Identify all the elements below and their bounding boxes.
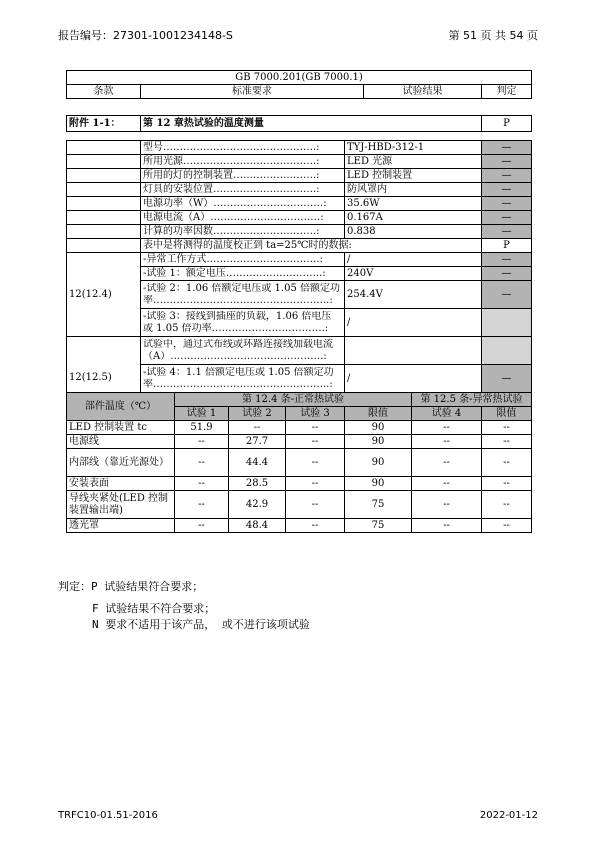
cell-limit2: -- bbox=[482, 491, 532, 519]
test-value bbox=[345, 337, 482, 365]
spec-value: TYJ-HBD-312-1 bbox=[345, 141, 482, 155]
spec-label: 所用的灯的控制装置…………………….: bbox=[141, 169, 345, 183]
spec-row bbox=[67, 183, 532, 197]
spec-verdict: — bbox=[482, 225, 532, 239]
calibration-verdict: P bbox=[482, 239, 532, 253]
cell-test2: 48.4 bbox=[229, 519, 286, 533]
col-result: 试验结果 bbox=[364, 85, 482, 99]
test-label: -异常工作方式…………………………….: bbox=[141, 253, 345, 267]
cell-test2: -- bbox=[229, 421, 286, 435]
spec-row bbox=[67, 197, 532, 211]
calibration-label: 表中是将测得的温度校正到 ta=25℃时的数据: bbox=[141, 239, 482, 253]
cell-test3: -- bbox=[286, 519, 345, 533]
test-label bbox=[141, 365, 345, 393]
judgement-na: N 要求不适用于该产品， 或不进行该项试验 bbox=[92, 618, 310, 631]
form-number: TRFC10-01.51-2016 bbox=[58, 810, 158, 821]
annex-id: 附件 1-1： bbox=[67, 116, 141, 132]
cell-test1: 51.9 bbox=[175, 421, 229, 435]
judgement-pass: 判定：P 试验结果符合要求； bbox=[58, 580, 204, 593]
cell-test1: -- bbox=[175, 519, 229, 533]
standard-title: GB 7000.201(GB 7000.1) bbox=[67, 71, 532, 85]
test-label-line1: -试验 4：1.1 倍额定电压或 1.05 倍额定功 bbox=[143, 366, 334, 378]
test-label-line2: （A）……………………………………….: bbox=[143, 350, 327, 362]
spec-row bbox=[67, 225, 532, 239]
group-normal-heat: 第 12.4 条-正常热试验 bbox=[175, 393, 412, 407]
cell-test2: 28.5 bbox=[229, 477, 286, 491]
part-name: 内部线（靠近光源处） bbox=[67, 449, 175, 477]
spec-label: 灯具的安装位置………………………….: bbox=[141, 183, 345, 197]
cell-test1: -- bbox=[175, 477, 229, 491]
test-verdict: — bbox=[482, 253, 532, 267]
cell-test2: 27.7 bbox=[229, 435, 286, 449]
cell-limit2: -- bbox=[482, 435, 532, 449]
spec-row bbox=[67, 141, 532, 155]
test-verdict: — bbox=[482, 281, 532, 309]
subhead-test1: 试验 1 bbox=[175, 407, 229, 421]
report-date: 2022-01-12 bbox=[479, 810, 538, 821]
test-verdict bbox=[482, 309, 532, 337]
cell-limit: 90 bbox=[345, 421, 412, 435]
spec-label: 所用光源………………………………….: bbox=[141, 155, 345, 169]
annex-title: 第 12 章热试验的温度测量 bbox=[141, 116, 482, 132]
cell-test3: -- bbox=[286, 491, 345, 519]
spec-value: 0.838 bbox=[345, 225, 482, 239]
part-name: LED 控制装置 tc bbox=[67, 421, 175, 435]
spec-label: 计算的功率因数………………………….: bbox=[141, 225, 345, 239]
test-verdict: — bbox=[482, 365, 532, 393]
spec-value: LED 光源 bbox=[345, 155, 482, 169]
spec-value: LED 控制装置 bbox=[345, 169, 482, 183]
cell-test4: -- bbox=[412, 519, 482, 533]
spec-value: 35.6W bbox=[345, 197, 482, 211]
subhead-test4: 试验 4 bbox=[412, 407, 482, 421]
clause-12-4: 12(12.4) bbox=[67, 253, 141, 337]
col-part-temp: 部件温度（℃） bbox=[67, 393, 175, 421]
spec-verdict: — bbox=[482, 155, 532, 169]
part-name: 安装表面 bbox=[67, 477, 175, 491]
spec-label: 电源电流（A）……………………………: bbox=[141, 211, 345, 225]
cell-test1: -- bbox=[175, 435, 229, 449]
spec-verdict: — bbox=[482, 141, 532, 155]
part-name: 透光罩 bbox=[67, 519, 175, 533]
table-row bbox=[67, 421, 532, 435]
test-value: / bbox=[345, 253, 482, 267]
annex-verdict: P bbox=[482, 116, 532, 132]
calibration-row bbox=[67, 239, 532, 253]
cell-limit2: -- bbox=[482, 519, 532, 533]
cell-limit2: -- bbox=[482, 477, 532, 491]
spec-label: 型号……………………………………….: bbox=[141, 141, 345, 155]
table-row bbox=[67, 449, 532, 477]
cell-limit2: -- bbox=[482, 449, 532, 477]
col-clause: 条款 bbox=[67, 85, 141, 99]
test-value: / bbox=[345, 309, 482, 337]
spec-row bbox=[67, 169, 532, 183]
cell-limit2: -- bbox=[482, 421, 532, 435]
standard-header-table bbox=[66, 70, 532, 99]
report-number: 报告编号：27301-1001234148-S bbox=[58, 29, 233, 42]
cell-test4: -- bbox=[412, 449, 482, 477]
cell-test3: -- bbox=[286, 449, 345, 477]
table-row bbox=[67, 519, 532, 533]
clause-12-5: 12(12.5) bbox=[67, 337, 141, 393]
temp-header-row bbox=[67, 393, 532, 407]
subhead-test2: 试验 2 bbox=[229, 407, 286, 421]
cell-test3: -- bbox=[286, 477, 345, 491]
spec-value: 0.167A bbox=[345, 211, 482, 225]
test-label-line1: -试验 2：1.06 倍额定电压或 1.05 倍额定功 bbox=[143, 282, 340, 294]
test-label bbox=[141, 337, 345, 365]
cell-test4: -- bbox=[412, 477, 482, 491]
cell-limit: 75 bbox=[345, 491, 412, 519]
cell-limit: 75 bbox=[345, 519, 412, 533]
cell-limit: 90 bbox=[345, 435, 412, 449]
annex-table bbox=[66, 115, 532, 132]
col-verdict: 判定 bbox=[482, 85, 532, 99]
test-verdict bbox=[482, 337, 532, 365]
cell-test2: 44.4 bbox=[229, 449, 286, 477]
cell-test4: -- bbox=[412, 421, 482, 435]
cell-test1: -- bbox=[175, 491, 229, 519]
spec-row bbox=[67, 155, 532, 169]
subhead-limit: 限值 bbox=[345, 407, 412, 421]
table-row bbox=[67, 477, 532, 491]
judgement-fail: F 试验结果不符合要求； bbox=[92, 602, 216, 615]
test-label-line2: 率……………………………………………..: bbox=[143, 378, 333, 390]
test-label bbox=[141, 309, 345, 337]
test-label: -试验 1：额定电压………………………..: bbox=[141, 267, 345, 281]
cell-test1: -- bbox=[175, 449, 229, 477]
part-name: 导线夹紧处(LED 控制装置输出端) bbox=[67, 491, 175, 519]
test-row bbox=[67, 253, 532, 267]
spec-verdict: — bbox=[482, 197, 532, 211]
subhead-test3: 试验 3 bbox=[286, 407, 345, 421]
col-requirement: 标准要求 bbox=[141, 85, 364, 99]
spec-verdict: — bbox=[482, 183, 532, 197]
cell-test3: -- bbox=[286, 421, 345, 435]
cell-limit: 90 bbox=[345, 449, 412, 477]
page-number: 第 51 页 共 54 页 bbox=[448, 29, 538, 42]
spec-row bbox=[67, 211, 532, 225]
spec-verdict: — bbox=[482, 169, 532, 183]
test-label-line1: 试验中，通过式布线或环路连接线加载电流 bbox=[143, 338, 333, 350]
part-name: 电源线 bbox=[67, 435, 175, 449]
group-abnormal-heat: 第 12.5 条-异常热试验 bbox=[412, 393, 532, 407]
spec-verdict: — bbox=[482, 211, 532, 225]
test-label-line2: 或 1.05 倍功率…………………………….: bbox=[143, 322, 329, 334]
cell-limit: 90 bbox=[345, 477, 412, 491]
cell-test3: -- bbox=[286, 435, 345, 449]
test-row bbox=[67, 337, 532, 365]
table-row bbox=[67, 435, 532, 449]
test-value: 254.4V bbox=[345, 281, 482, 309]
test-value: / bbox=[345, 365, 482, 393]
cell-test4: -- bbox=[412, 435, 482, 449]
spec-label: 电源功率（W）……………………………: bbox=[141, 197, 345, 211]
test-label-line1: -试验 3：接线到插座的负载，1.06 倍电压 bbox=[143, 310, 332, 322]
test-verdict: — bbox=[482, 267, 532, 281]
subhead-limit: 限值 bbox=[482, 407, 532, 421]
cell-test4: -- bbox=[412, 491, 482, 519]
table-row bbox=[67, 491, 532, 519]
cell-test2: 42.9 bbox=[229, 491, 286, 519]
thermal-test-table bbox=[66, 140, 532, 533]
test-label bbox=[141, 281, 345, 309]
spec-value: 防风罩内 bbox=[345, 183, 482, 197]
test-value: 240V bbox=[345, 267, 482, 281]
test-label-line2: 率……………………………………………..: bbox=[143, 294, 333, 306]
